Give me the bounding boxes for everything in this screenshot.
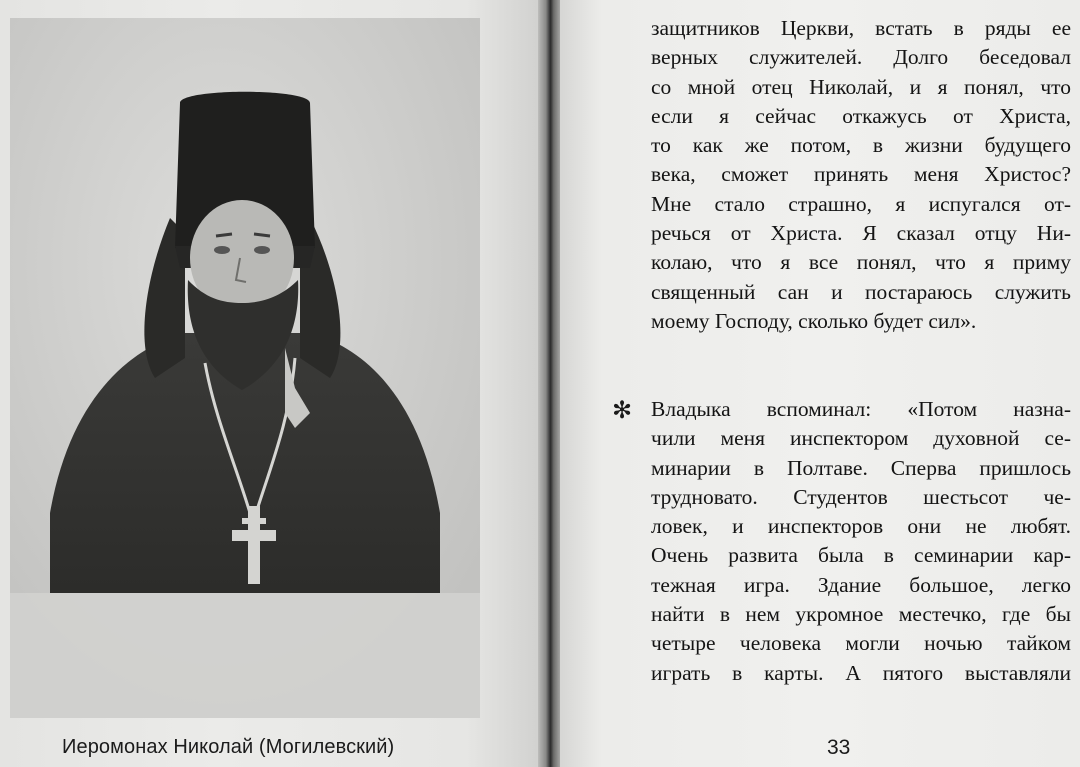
text-line: играть в карты. А пятого выставляли bbox=[651, 660, 1071, 685]
text-line: моему Господу, сколько будет сил». bbox=[651, 308, 977, 333]
asterisk-ornament-icon: ✻ bbox=[612, 396, 633, 424]
photo-caption: Иеромонах Николай (Могилевский) bbox=[62, 736, 395, 758]
text-line: Очень развита была в семинарии кар- bbox=[651, 543, 1071, 568]
text-line: то как же потом, в жизни будущего bbox=[651, 133, 1071, 158]
text-line: найти в нем укромное местечко, где бы bbox=[651, 602, 1071, 627]
text-line: священный сан и постараюсь служить bbox=[651, 279, 1071, 304]
portrait-illustration bbox=[10, 18, 480, 718]
text-line: Мне стало страшно, я испугался от- bbox=[651, 191, 1071, 216]
text-line: если я сейчас откажусь от Христа, bbox=[651, 103, 1071, 128]
text-line: защитников Церкви, встать в ряды ее bbox=[651, 16, 1071, 40]
page-number: 33 bbox=[827, 736, 851, 759]
text-line: трудновато. Студентов шестьсот че- bbox=[651, 484, 1071, 509]
text-line: тежная игра. Здание большое, легко bbox=[651, 572, 1071, 597]
text-line: чили меня инспектором духовной се- bbox=[651, 426, 1071, 451]
portrait-photo bbox=[10, 18, 480, 718]
text-line: со мной отец Николай, и я понял, что bbox=[651, 74, 1071, 99]
paragraph-continuation bbox=[651, 14, 1071, 336]
paragraph-vladyka bbox=[651, 395, 1071, 688]
text-line: речься от Христа. Я сказал отцу Ни- bbox=[651, 221, 1071, 246]
text-line: верных служителей. Долго беседовал bbox=[651, 45, 1071, 70]
text-line: колаю, что я все понял, что я приму bbox=[651, 250, 1071, 275]
text-line: минарии в Полтаве. Сперва пришлось bbox=[651, 455, 1071, 480]
text-line: Владыка вспоминал: «Потом назна- bbox=[651, 397, 1071, 421]
text-line: ловек, и инспекторов они не любят. bbox=[651, 514, 1071, 539]
text-line: четыре человека могли ночью тайком bbox=[651, 631, 1071, 656]
text-line: века, сможет принять меня Христос? bbox=[651, 162, 1071, 187]
